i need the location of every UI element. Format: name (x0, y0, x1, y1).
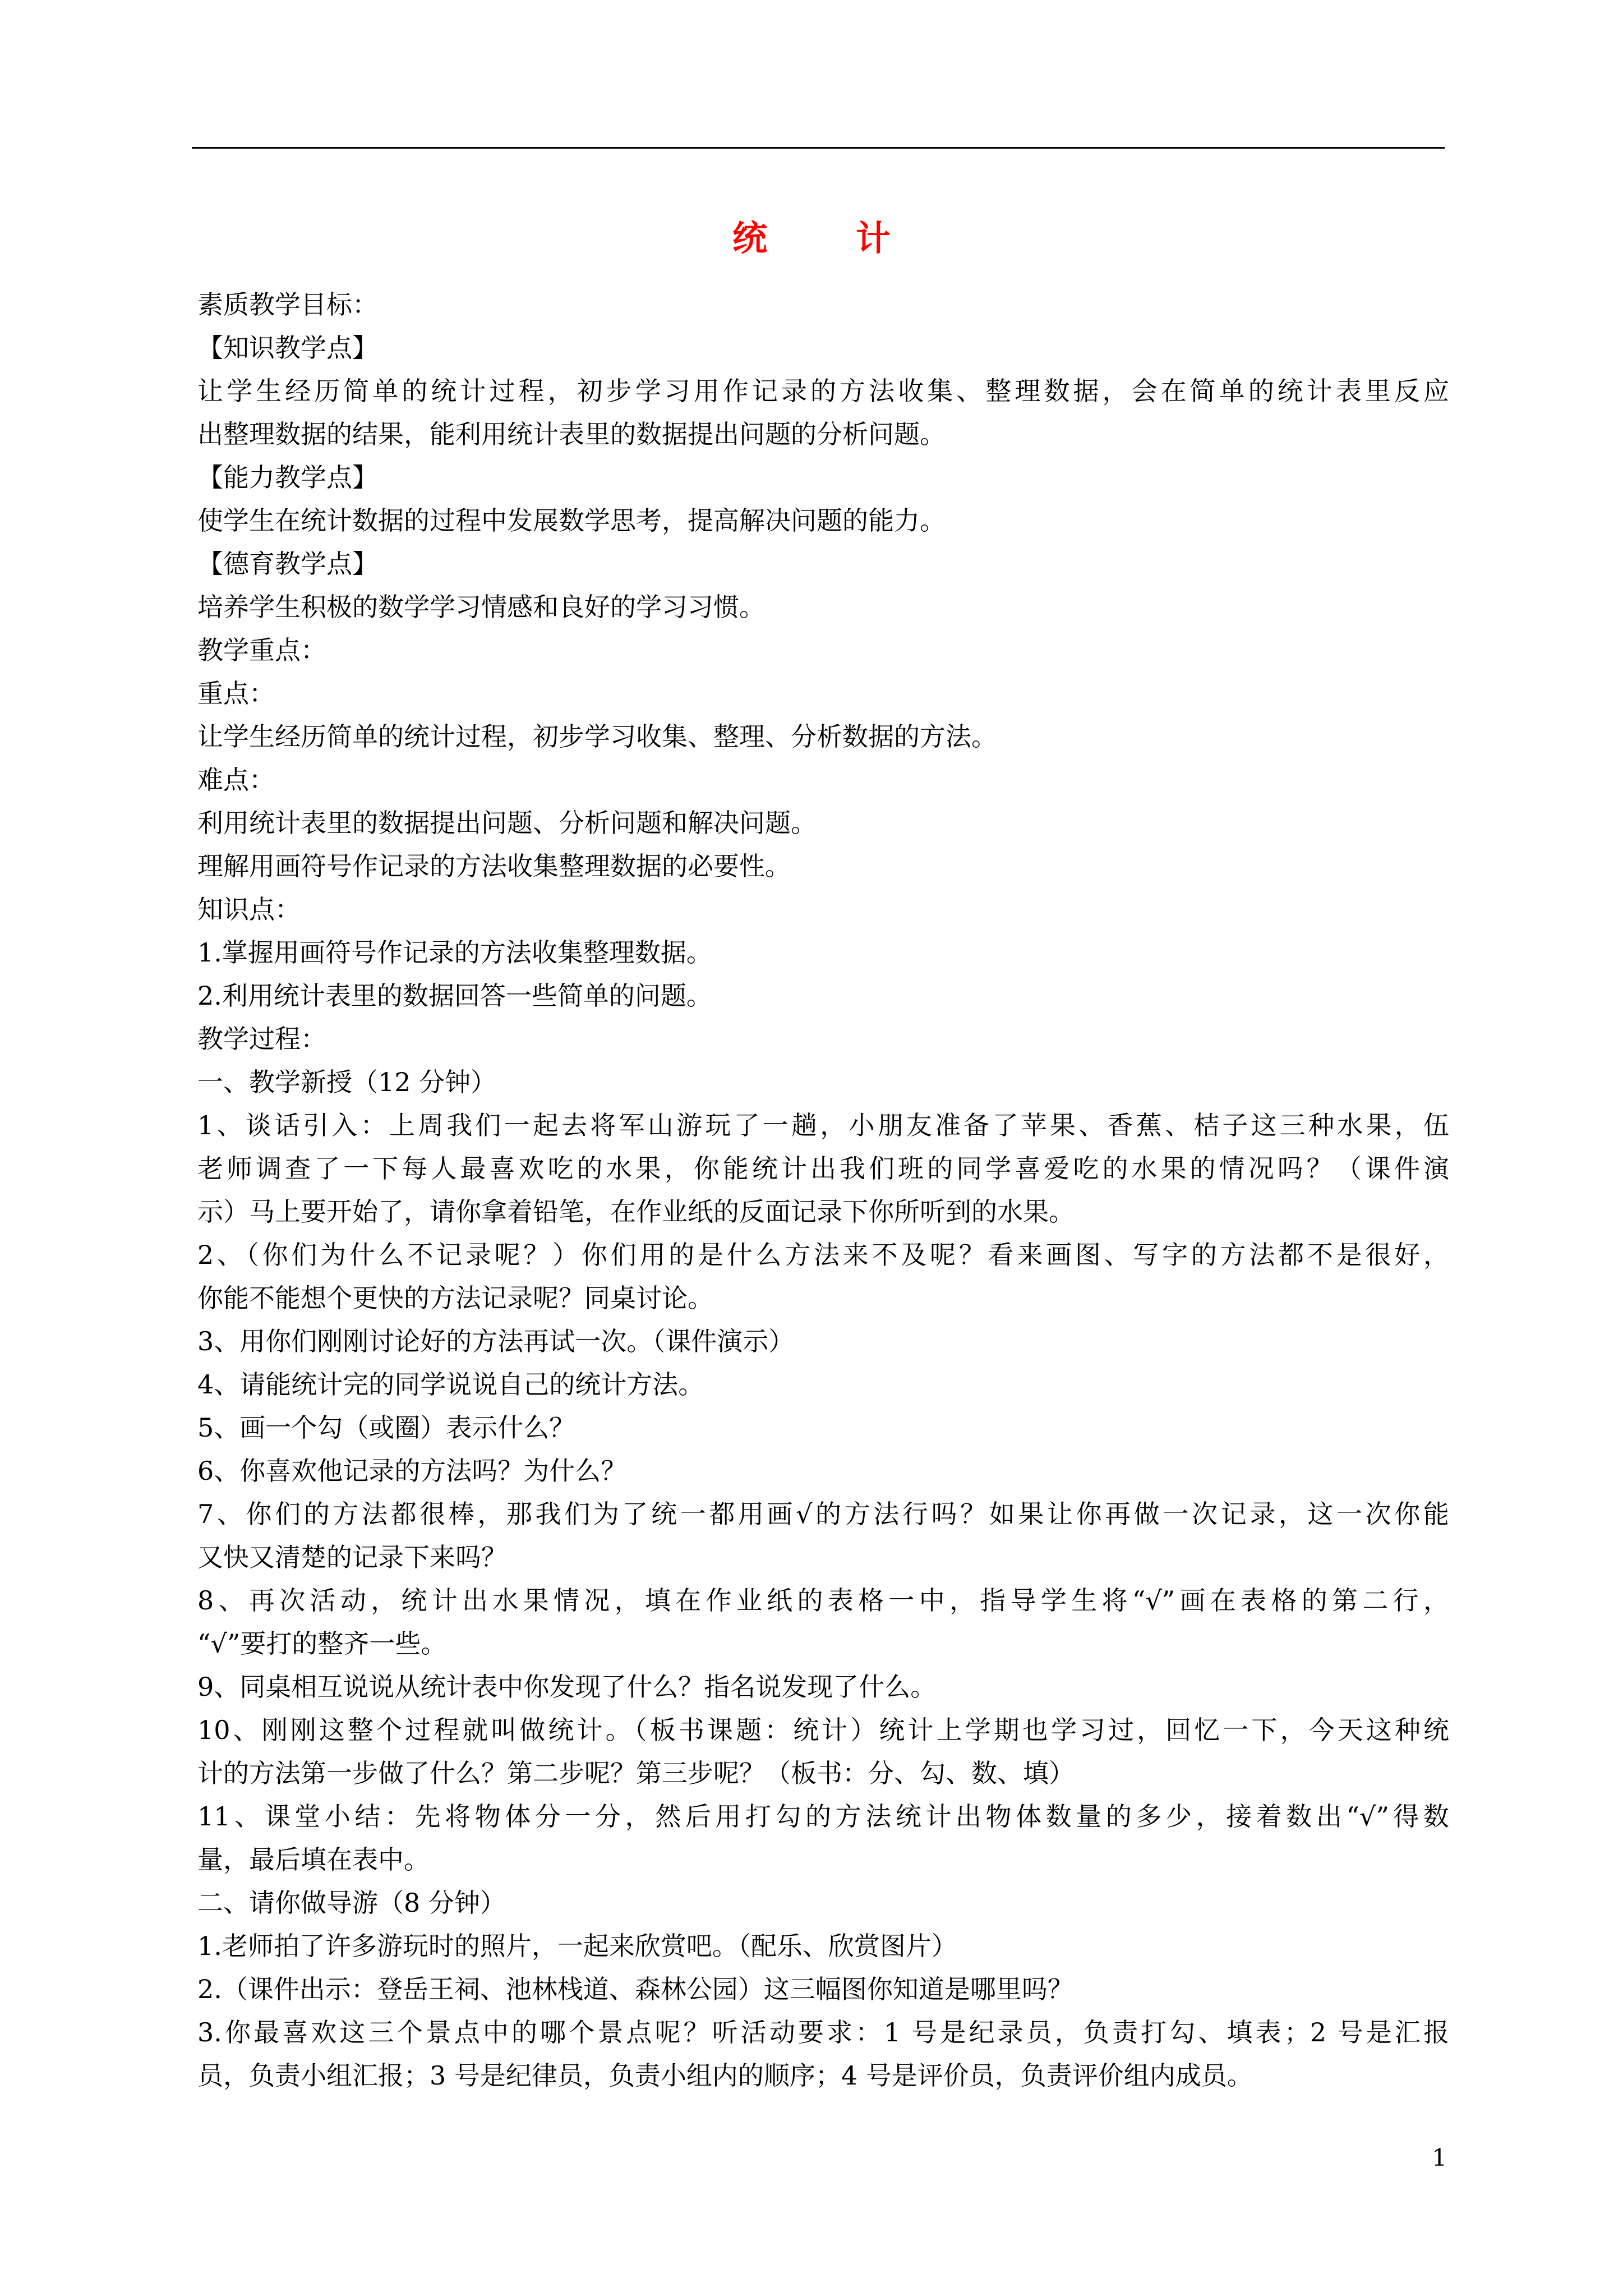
body-line: 使学生在统计数据的过程中发展数学思考，提高解决问题的能力。 (197, 505, 946, 536)
body-line: 量，最后填在表中。 (197, 1844, 430, 1875)
body-line: 又快又清楚的记录下来吗？ (197, 1542, 507, 1572)
body-line: 示）马上要开始了，请你拿着铅笔，在作业纸的反面记录下你所听到的水果。 (197, 1197, 1075, 1227)
body-line: 4、请能统计完的同学说说自己的统计方法。 (197, 1369, 704, 1400)
body-line: 7、你们的方法都很棒，那我们为了统一都用画√的方法行吗？如果让你再做一次记录，这一次你能 (197, 1499, 1449, 1529)
body-line: 8、再次活动，统计出水果情况，填在作业纸的表格一中，指导学生将“√”画在表格的第二行， (197, 1585, 1449, 1616)
body-line: 3、用你们刚刚讨论好的方法再试一次。（课件演示） (197, 1326, 795, 1356)
body-line: 知识点： (197, 894, 301, 924)
body-line: 9、同桌相互说说从统计表中你发现了什么？指名说发现了什么。 (197, 1672, 937, 1702)
body-line: 3.你最喜欢这三个景点中的哪个景点呢？听活动要求：1 号是纪录员，负责打勾、填表；2 号是汇报 (197, 2017, 1449, 2047)
body-line: 6、你喜欢他记录的方法吗？为什么？ (197, 1456, 627, 1486)
body-line: 培养学生积极的数学学习情感和良好的学习习惯。 (197, 592, 765, 622)
body-line: “√”要打的整齐一些。 (197, 1628, 447, 1659)
body-line: 1、谈话引入：上周我们一起去将军山游玩了一趟，小朋友准备了苹果、香蕉、桔子这三种水果，伍 (197, 1110, 1449, 1140)
body-line: 11、课堂小结：先将物体分一分，然后用打勾的方法统计出物体数量的多少，接着数出“√”得数 (197, 1801, 1449, 1832)
body-line: 【能力教学点】 (197, 462, 378, 493)
body-line: 难点： (197, 765, 275, 795)
body-line: 老师调查了一下每人最喜欢吃的水果，你能统计出我们班的同学喜爱吃的水果的情况吗？（课件演 (197, 1153, 1449, 1184)
document-body (197, 283, 1449, 2097)
body-line: 你能不能想个更快的方法记录呢？同桌讨论。 (197, 1283, 713, 1313)
body-line: 让学生经历简单的统计过程，初步学习用作记录的方法收集、整理数据，会在简单的统计表里反应 (197, 376, 1449, 406)
body-line: 1.老师拍了许多游玩时的照片，一起来欣赏吧。（配乐、欣赏图片） (197, 1931, 957, 1961)
body-line: 教学过程： (197, 1024, 326, 1054)
body-line: 【知识教学点】 (197, 333, 378, 363)
body-line: 重点： (197, 678, 275, 708)
body-line: 利用统计表里的数据提出问题、分析问题和解决问题。 (197, 808, 817, 838)
body-line: 二、请你做导游（8 分钟） (197, 1888, 506, 1918)
body-line: 理解用画符号作记录的方法收集整理数据的必要性。 (197, 851, 791, 881)
body-line: 素质教学目标： (197, 289, 378, 320)
body-line: 【德育教学点】 (197, 549, 378, 579)
body-line: 2、（你们为什么不记录呢？）你们用的是什么方法来不及呢？看来画图、写字的方法都不是很好， (197, 1240, 1449, 1270)
body-line: 1.掌握用画符号作记录的方法收集整理数据。 (197, 937, 712, 968)
body-line: 教学重点： (197, 635, 326, 665)
body-line: 2.利用统计表里的数据回答一些简单的问题。 (197, 981, 712, 1011)
body-line: 出整理数据的结果，能利用统计表里的数据提出问题的分析问题。 (197, 419, 946, 449)
body-line: 员，负责小组汇报；3 号是纪律员，负责小组内的顺序；4 号是评价员，负责评价组内成员。 (197, 2060, 1253, 2091)
body-line: 2.（课件出示：登岳王祠、池林栈道、森林公园）这三幅图你知道是哪里吗？ (197, 1974, 1073, 2004)
page-number: 1 (1432, 2144, 1447, 2171)
header-rule (192, 147, 1445, 149)
body-line: 10、刚刚这整个过程就叫做统计。（板书课题：统计）统计上学期也学习过，回忆一下，今天这种统 (197, 1715, 1449, 1745)
body-line: 计的方法第一步做了什么？第二步呢？第三步呢？（板书：分、勾、数、填） (197, 1758, 1075, 1788)
body-line: 5、画一个勾（或圈）表示什么？ (197, 1412, 575, 1443)
body-line: 让学生经历简单的统计过程，初步学习收集、整理、分析数据的方法。 (197, 721, 997, 752)
body-line: 一、教学新授（12 分钟） (197, 1067, 497, 1097)
document-title: 统 计 (732, 218, 917, 259)
